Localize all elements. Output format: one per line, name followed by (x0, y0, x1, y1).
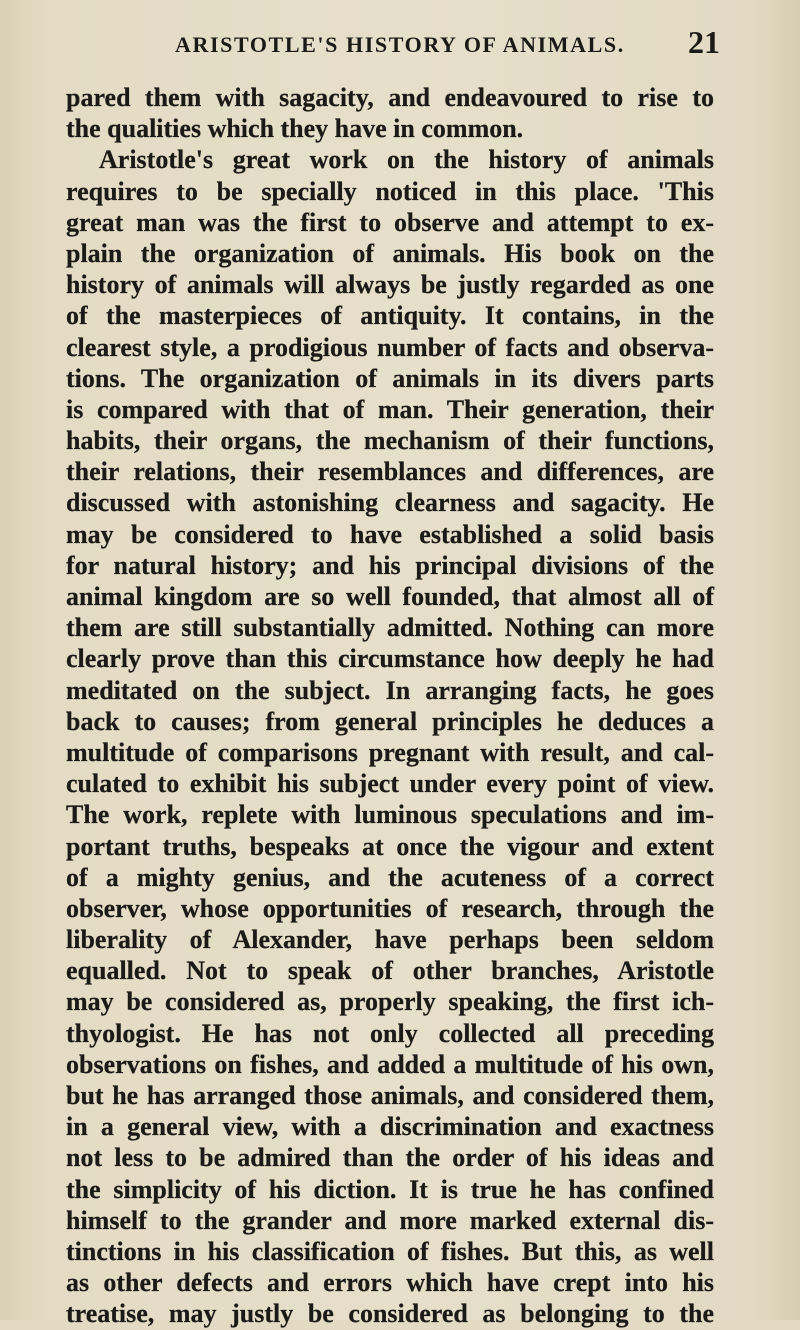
text-line: observations on fishes, and added a multitude of his own, (66, 1049, 714, 1079)
page-header (175, 24, 720, 68)
body-text (66, 82, 714, 1330)
text-line: liberality of Alexander, have perhaps been seldom (66, 925, 714, 955)
text-line: the simplicity of his diction. It is true he has confined (66, 1174, 714, 1204)
text-line: tions. The organization of animals in its divers parts (66, 363, 714, 393)
text-line: himself to the grander and more marked external dis- (66, 1205, 714, 1235)
text-line: of a mighty genius, and the acuteness of a correct (66, 862, 714, 892)
text-line: culated to exhibit his subject under every point of view. (66, 769, 714, 799)
text-line: them are still substantially admitted. Nothing can more (66, 613, 714, 643)
text-line: pared them with sagacity, and endeavoured to rise to (66, 83, 714, 112)
text-line: not less to be admired than the order of his ideas and (66, 1143, 714, 1173)
text-line: may be considered as, properly speaking, the first ich- (66, 987, 714, 1017)
text-line: requires to be specially noticed in this place. 'This (66, 176, 714, 206)
text-line: treatise, may justly be considered as belonging to the (66, 1299, 714, 1329)
text-line: thyologist. He has not only collected all preceding (66, 1018, 714, 1048)
text-line: may be considered to have established a solid basis (66, 519, 714, 549)
text-line: is compared with that of man. Their generation, their (66, 394, 714, 424)
text-line: habits, their organs, the mechanism of their functions, (66, 426, 714, 456)
text-line: for natural history; and his principal divisions of the (66, 550, 714, 580)
text-line: in a general view, with a discrimination and exactness (66, 1112, 714, 1142)
running-title: ARISTOTLE'S HISTORY OF ANIMALS. (175, 32, 625, 57)
text-line: history of animals will always be justly regarded as one (66, 270, 714, 300)
text-line: of the masterpieces of antiquity. It contains, in the (66, 301, 714, 331)
text-line: their relations, their resemblances and differences, are (66, 457, 714, 487)
text-line: clearest style, a prodigious number of facts and observa- (66, 332, 714, 362)
text-line: but he has arranged those animals, and considered them, (66, 1081, 714, 1110)
text-line: as other defects and errors which have crept into his (66, 1268, 714, 1298)
text-line: multitude of comparisons pregnant with result, and cal- (66, 737, 714, 767)
page-number: 21 (688, 24, 720, 60)
text-line: The work, replete with luminous speculations and im- (66, 800, 714, 830)
text-line: portant truths, bespeaks at once the vigour and extent (66, 831, 714, 861)
text-line: Aristotle's great work on the history of animals (99, 145, 714, 175)
text-line: great man was the first to observe and attempt to ex- (66, 207, 714, 237)
text-line: tinctions in his classification of fishes. But this, as well (66, 1236, 714, 1266)
text-line: meditated on the subject. In arranging facts, he goes (66, 675, 714, 705)
text-line: observer, whose opportunities of research, through the (66, 893, 714, 923)
text-line: back to causes; from general principles he deduces a (66, 706, 714, 736)
text-line: equalled. Not to speak of other branches, Aristotle (66, 956, 714, 986)
text-line: clearly prove than this circumstance how deeply he had (66, 644, 714, 674)
text-line: the qualities which they have in common. (66, 114, 524, 144)
text-line: discussed with astonishing clearness and sagacity. He (66, 488, 714, 518)
text-line: plain the organization of animals. His book on the (66, 238, 714, 268)
text-line: animal kingdom are so well founded, that almost all of (66, 582, 714, 611)
